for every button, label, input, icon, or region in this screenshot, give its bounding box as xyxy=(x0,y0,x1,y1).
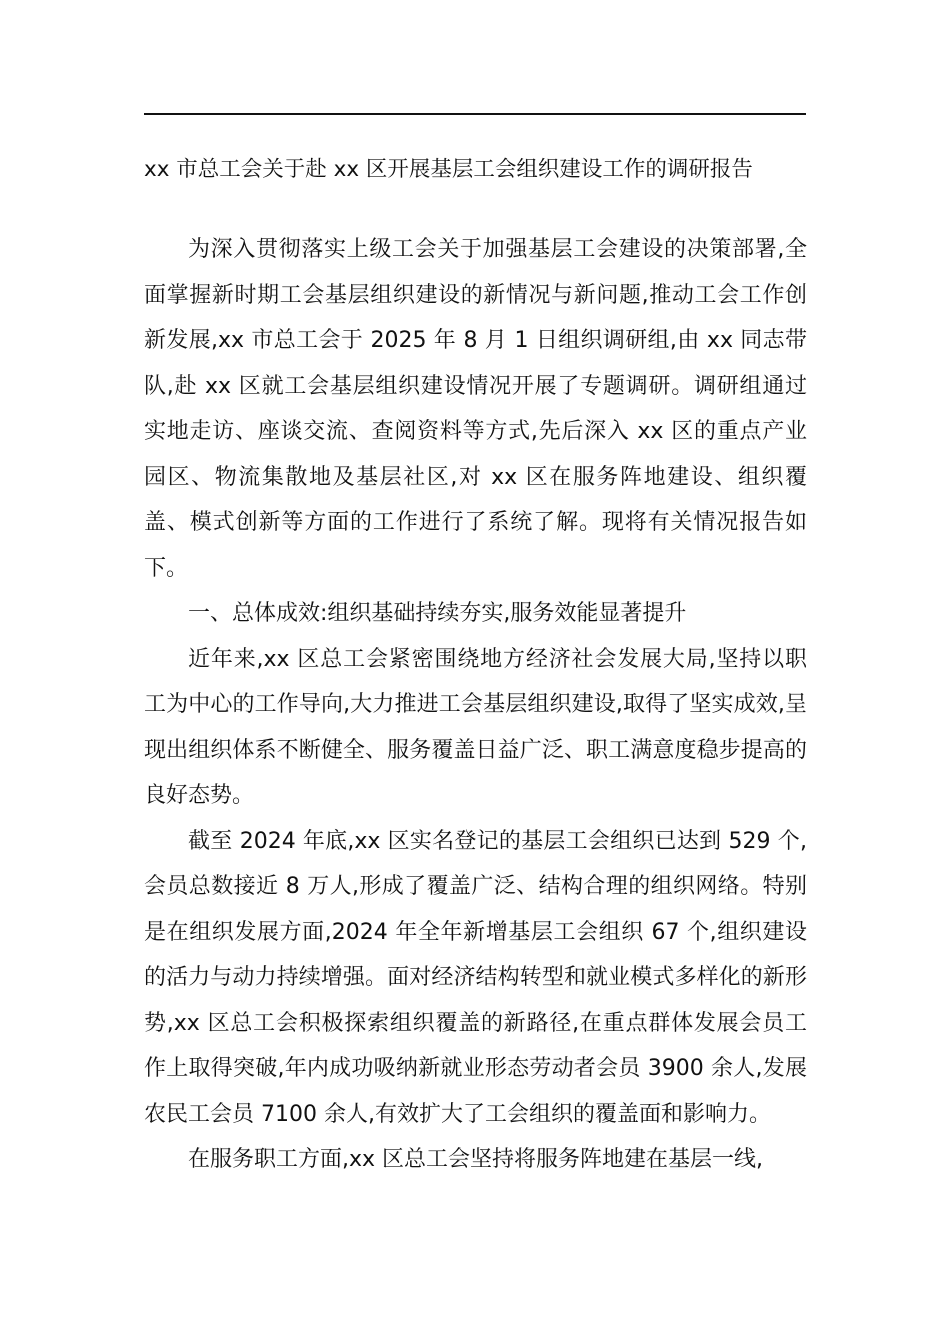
section-heading-1: 一、总体成效:组织基础持续夯实,服务效能显著提升 xyxy=(188,601,687,626)
section-1-paragraph-2: 截至 2024 年底,xx 区实名登记的基层工会组织已达到 529 个,会员总数接近 8 万人,形成了覆盖广泛、结构合理的组织网络。特别是在组织发展方面,2024 年全年新增基层工会组织 67 个,组织建设的活力与动力持续增强。面对经济结构转型和就业模式多样化的新形势,xx 区总工会积极探索组织覆盖的新路径,在重点群体发展会员工作上取得突破,年内成功吸纳新就业形态劳动者会员 3900 余人,发展农民工会员 7100 余人,有效扩大了工会组织的覆盖面和影响力。 xyxy=(144,828,807,1127)
section-1-paragraph-3: 在服务职工方面,xx 区总工会坚持将服务阵地建在基层一线, xyxy=(188,1147,764,1172)
document-title: xx 市总工会关于赴 xx 区开展基层工会组织建设工作的调研报告 xyxy=(144,157,753,182)
document-body xyxy=(144,227,807,1183)
header-rule xyxy=(144,113,806,115)
intro-paragraph: 为深入贯彻落实上级工会关于加强基层工会建设的决策部署,全面掌握新时期工会基层组织建设的新情况与新问题,推动工会工作创新发展,xx 市总工会于 2025 年 8 月 1 日组织调研组,由 xx 同志带队,赴 xx 区就工会基层组织建设情况开展了专题调研。调研组通过实地走访、座谈交流、查阅资料等方式,先后深入 xx 区的重点产业园区、物流集散地及基层社区,对 xx 区在服务阵地建设、组织覆盖、模式创新等方面的工作进行了系统了解。现将有关情况报告如下。 xyxy=(144,237,807,581)
section-1-paragraph-1: 近年来,xx 区总工会紧密围绕地方经济社会发展大局,坚持以职工为中心的工作导向,大力推进工会基层组织建设,取得了坚实成效,呈现出组织体系不断健全、服务覆盖日益广泛、职工满意度稳步提高的良好态势。 xyxy=(144,646,807,808)
